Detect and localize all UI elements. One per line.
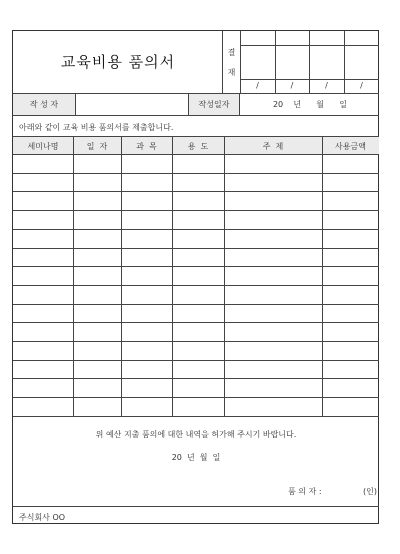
signer-field[interactable] xyxy=(331,483,361,497)
form-title: 교육비용 품의서 xyxy=(60,53,176,71)
table-row[interactable] xyxy=(13,230,379,248)
info-divider xyxy=(239,93,240,115)
table-col-line xyxy=(121,136,122,416)
company-name: 주식회사 OO xyxy=(19,513,66,522)
table-col-line xyxy=(73,136,74,416)
approval-label-top: 결 xyxy=(227,48,236,57)
table-row[interactable] xyxy=(13,249,379,267)
approval-date-slash: / xyxy=(256,81,259,90)
table-row[interactable] xyxy=(13,267,379,285)
table-row[interactable] xyxy=(13,192,379,210)
table-row[interactable] xyxy=(13,286,379,304)
table-row-line xyxy=(13,416,379,417)
table-row[interactable] xyxy=(13,342,379,360)
table-row[interactable] xyxy=(13,361,379,379)
table-col-line xyxy=(172,136,173,416)
table-row[interactable] xyxy=(13,155,379,173)
request-text: 위 예산 지출 품의에 대한 내역을 허가해 주시기 바랍니다. xyxy=(95,430,297,439)
author-field[interactable] xyxy=(76,94,188,115)
table-col-line xyxy=(322,136,323,416)
table-header-date: 일 자 xyxy=(86,142,108,151)
table-row[interactable] xyxy=(13,398,379,416)
proposal-form xyxy=(12,30,379,524)
approval-date-slash: / xyxy=(325,81,328,90)
table-header-seminar: 세미나명 xyxy=(27,142,59,151)
request-date: 20 년 월 일 xyxy=(171,453,221,462)
info-row-bottom xyxy=(13,115,379,116)
table-row[interactable] xyxy=(13,379,379,397)
table-col-line xyxy=(224,136,225,416)
signer-label: 품 의 자 : xyxy=(288,487,322,496)
table-header-purpose: 용 도 xyxy=(187,142,209,151)
table-row[interactable] xyxy=(13,211,379,229)
footer-divider xyxy=(13,506,379,507)
table-header-topic: 주 제 xyxy=(262,142,284,151)
approval-date-slash: / xyxy=(290,81,294,90)
expense-table xyxy=(13,136,379,417)
table-header-subject: 과 목 xyxy=(136,142,157,151)
approval-date-slash: / xyxy=(360,81,363,90)
table-row[interactable] xyxy=(13,305,379,323)
date-label: 작성일자 xyxy=(198,100,230,109)
approval-label-bottom: 재 xyxy=(227,68,236,77)
table-row[interactable] xyxy=(13,323,379,341)
approval-divider xyxy=(222,31,223,93)
intro-text: 아래와 같이 교육 비용 품의서를 제출합니다. xyxy=(19,123,174,132)
date-field[interactable]: 20 년 월 일 xyxy=(272,100,348,109)
table-header-amount: 사용금액 xyxy=(335,142,366,151)
table-row[interactable] xyxy=(13,174,379,192)
author-label: 작 성 자 xyxy=(29,100,59,109)
seal-mark: (인) xyxy=(363,487,377,496)
